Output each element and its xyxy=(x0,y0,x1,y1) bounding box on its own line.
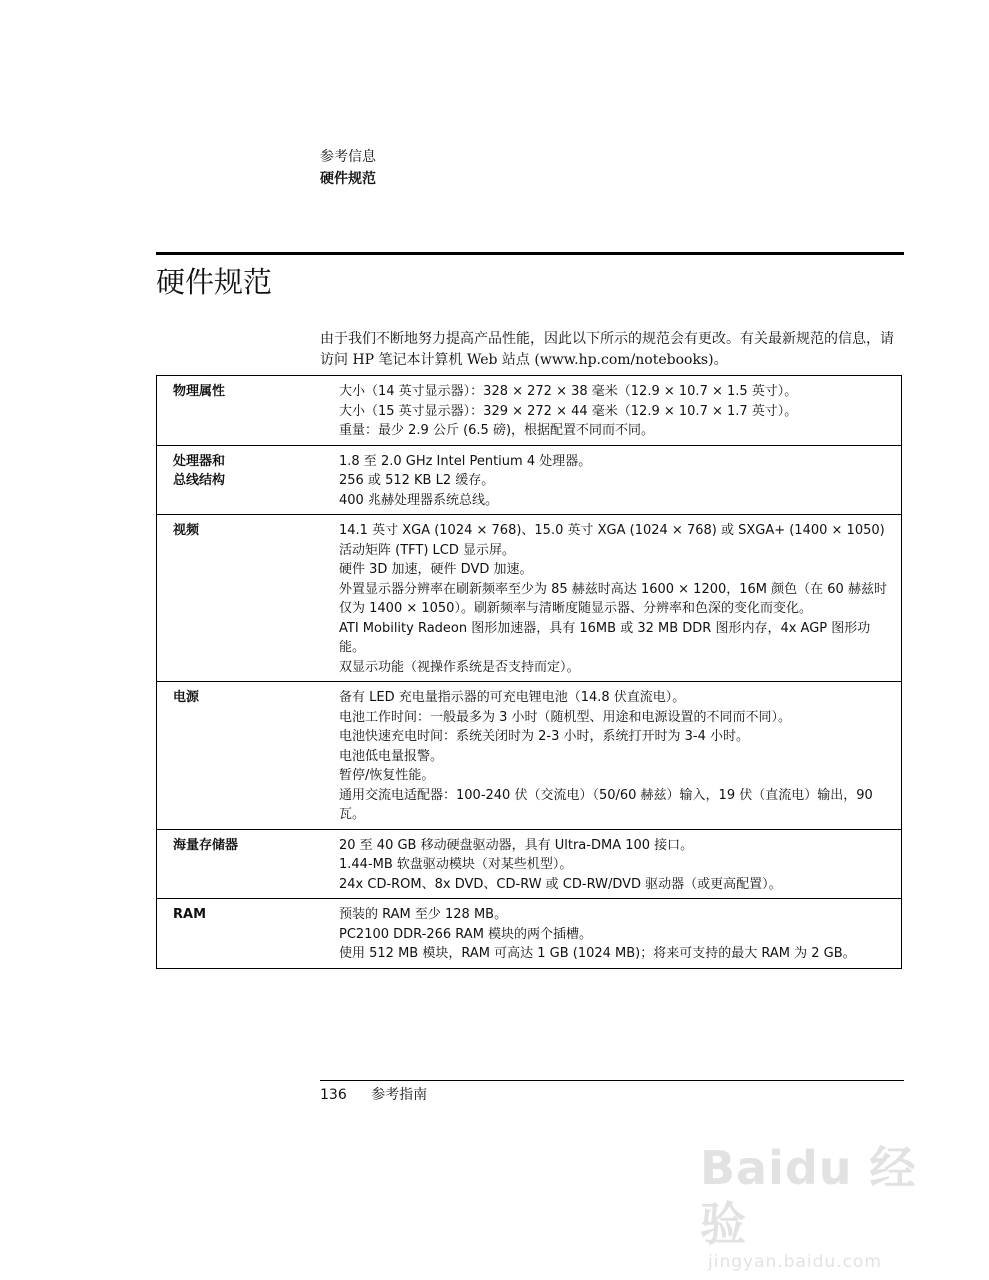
spec-line: 外置显示器分辨率在刷新频率至少为 85 赫兹时高达 1600 × 1200，16M 颜色（在 60 赫兹时仅为 1400 × 1050）。刷新频率与清晰度随显示器、分辨率和色深的变化而变化。 xyxy=(339,581,887,616)
spec-line: 大小（15 英寸显示器）：329 × 272 × 44 毫米（12.9 × 10.7 × 1.7 英寸）。 xyxy=(339,403,798,419)
spec-line: 24x CD-ROM、8x DVD、CD-RW 或 CD-RW/DVD 驱动器（或更高配置）。 xyxy=(339,876,782,892)
footer-rule xyxy=(320,1080,904,1081)
spec-line: 双显示功能（视操作系统是否支持而定）。 xyxy=(339,659,580,675)
intro-paragraph: 由于我们不断地努力提高产品性能，因此以下所示的规范会有更改。有关最新规范的信息，请访问 HP 笔记本计算机 Web 站点 (www.hp.com/notebooks)。 xyxy=(320,331,894,368)
spec-label: RAM xyxy=(157,899,340,969)
spec-line: 硬件 3D 加速，硬件 DVD 加速。 xyxy=(339,562,533,577)
spec-label: 电源 xyxy=(157,682,340,830)
spec-line: 重量：最少 2.9 公斤 (6.5 磅)，根据配置不同而不同。 xyxy=(339,423,655,438)
top-rule xyxy=(156,252,904,255)
spec-line: 电池低电量报警。 xyxy=(339,748,444,764)
guide-name: 参考指南 xyxy=(371,1087,428,1103)
spec-line: 400 兆赫处理器系统总线。 xyxy=(339,492,498,508)
spec-content xyxy=(339,515,902,682)
running-header xyxy=(320,146,376,190)
spec-line: ATI Mobility Radeon 图形加速器，具有 16MB 或 32 MB DDR 图形内存，4x AGP 图形功能。 xyxy=(339,620,871,655)
running-header-subsection: 硬件规范 xyxy=(320,171,376,187)
spec-row xyxy=(157,445,902,515)
spec-label: 视频 xyxy=(157,515,340,682)
baidu-watermark xyxy=(700,1140,940,1272)
page-number: 136 xyxy=(320,1087,347,1103)
spec-label: 物理属性 xyxy=(173,384,226,399)
spec-row xyxy=(157,682,902,830)
spec-table xyxy=(156,375,902,969)
spec-line: 电池快速充电时间：系统关闭时为 2-3 小时，系统打开时为 3-4 小时。 xyxy=(339,729,749,744)
running-header-section: 参考信息 xyxy=(320,149,376,165)
spec-table-body xyxy=(157,376,902,969)
spec-line: 通用交流电适配器：100-240 伏（交流电）（50/60 赫兹）输入，19 伏（直流电）输出，90 瓦。 xyxy=(339,787,873,822)
spec-line: 20 至 40 GB 移动硬盘驱动器，具有 Ultra-DMA 100 接口。 xyxy=(339,837,694,853)
spec-line: 256 或 512 KB L2 缓存。 xyxy=(339,473,495,488)
watermark-logo: Baidu 经验 xyxy=(700,1141,917,1251)
spec-line: PC2100 DDR-266 RAM 模块的两个插槽。 xyxy=(339,926,593,942)
spec-content xyxy=(339,445,902,515)
spec-content xyxy=(339,376,902,446)
spec-line: 使用 512 MB 模块，RAM 可高达 1 GB (1024 MB)；将来可支持的最大 RAM 为 2 GB。 xyxy=(339,946,856,961)
spec-line: 大小（14 英寸显示器）：328 × 272 × 38 毫米（12.9 × 10.7 × 1.5 英寸）。 xyxy=(339,384,798,399)
spec-content xyxy=(339,829,902,899)
spec-row xyxy=(157,899,902,969)
spec-content xyxy=(339,899,902,969)
spec-label: 海量存储器 xyxy=(157,829,340,899)
spec-label: 处理器和 总线结构 xyxy=(157,445,340,515)
spec-row xyxy=(157,515,902,682)
spec-line: 电池工作时间：一般最多为 3 小时（随机型、用途和电源设置的不同而不同）。 xyxy=(339,709,792,725)
spec-content xyxy=(339,682,902,830)
spec-row xyxy=(157,829,902,899)
page-title: 硬件规范 xyxy=(156,265,273,299)
spec-line: 1.8 至 2.0 GHz Intel Pentium 4 处理器。 xyxy=(339,453,592,469)
watermark-url: jingyan.baidu.com xyxy=(708,1252,882,1272)
spec-line: 备有 LED 充电量指示器的可充电锂电池（14.8 伏直流电）。 xyxy=(339,690,686,705)
spec-line: 14.1 英寸 XGA (1024 × 768)、15.0 英寸 XGA (1024 × 768) 或 SXGA+ (1400 × 1050) 活动矩阵 (TFT) LCD 显示屏。 xyxy=(339,523,885,558)
spec-line: 1.44-MB 软盘驱动模块（对某些机型）。 xyxy=(339,857,573,872)
spec-line: 预装的 RAM 至少 128 MB。 xyxy=(339,907,508,922)
spec-line: 暂停/恢复性能。 xyxy=(339,768,435,783)
spec-row xyxy=(157,376,902,446)
page-footer xyxy=(320,1085,427,1105)
